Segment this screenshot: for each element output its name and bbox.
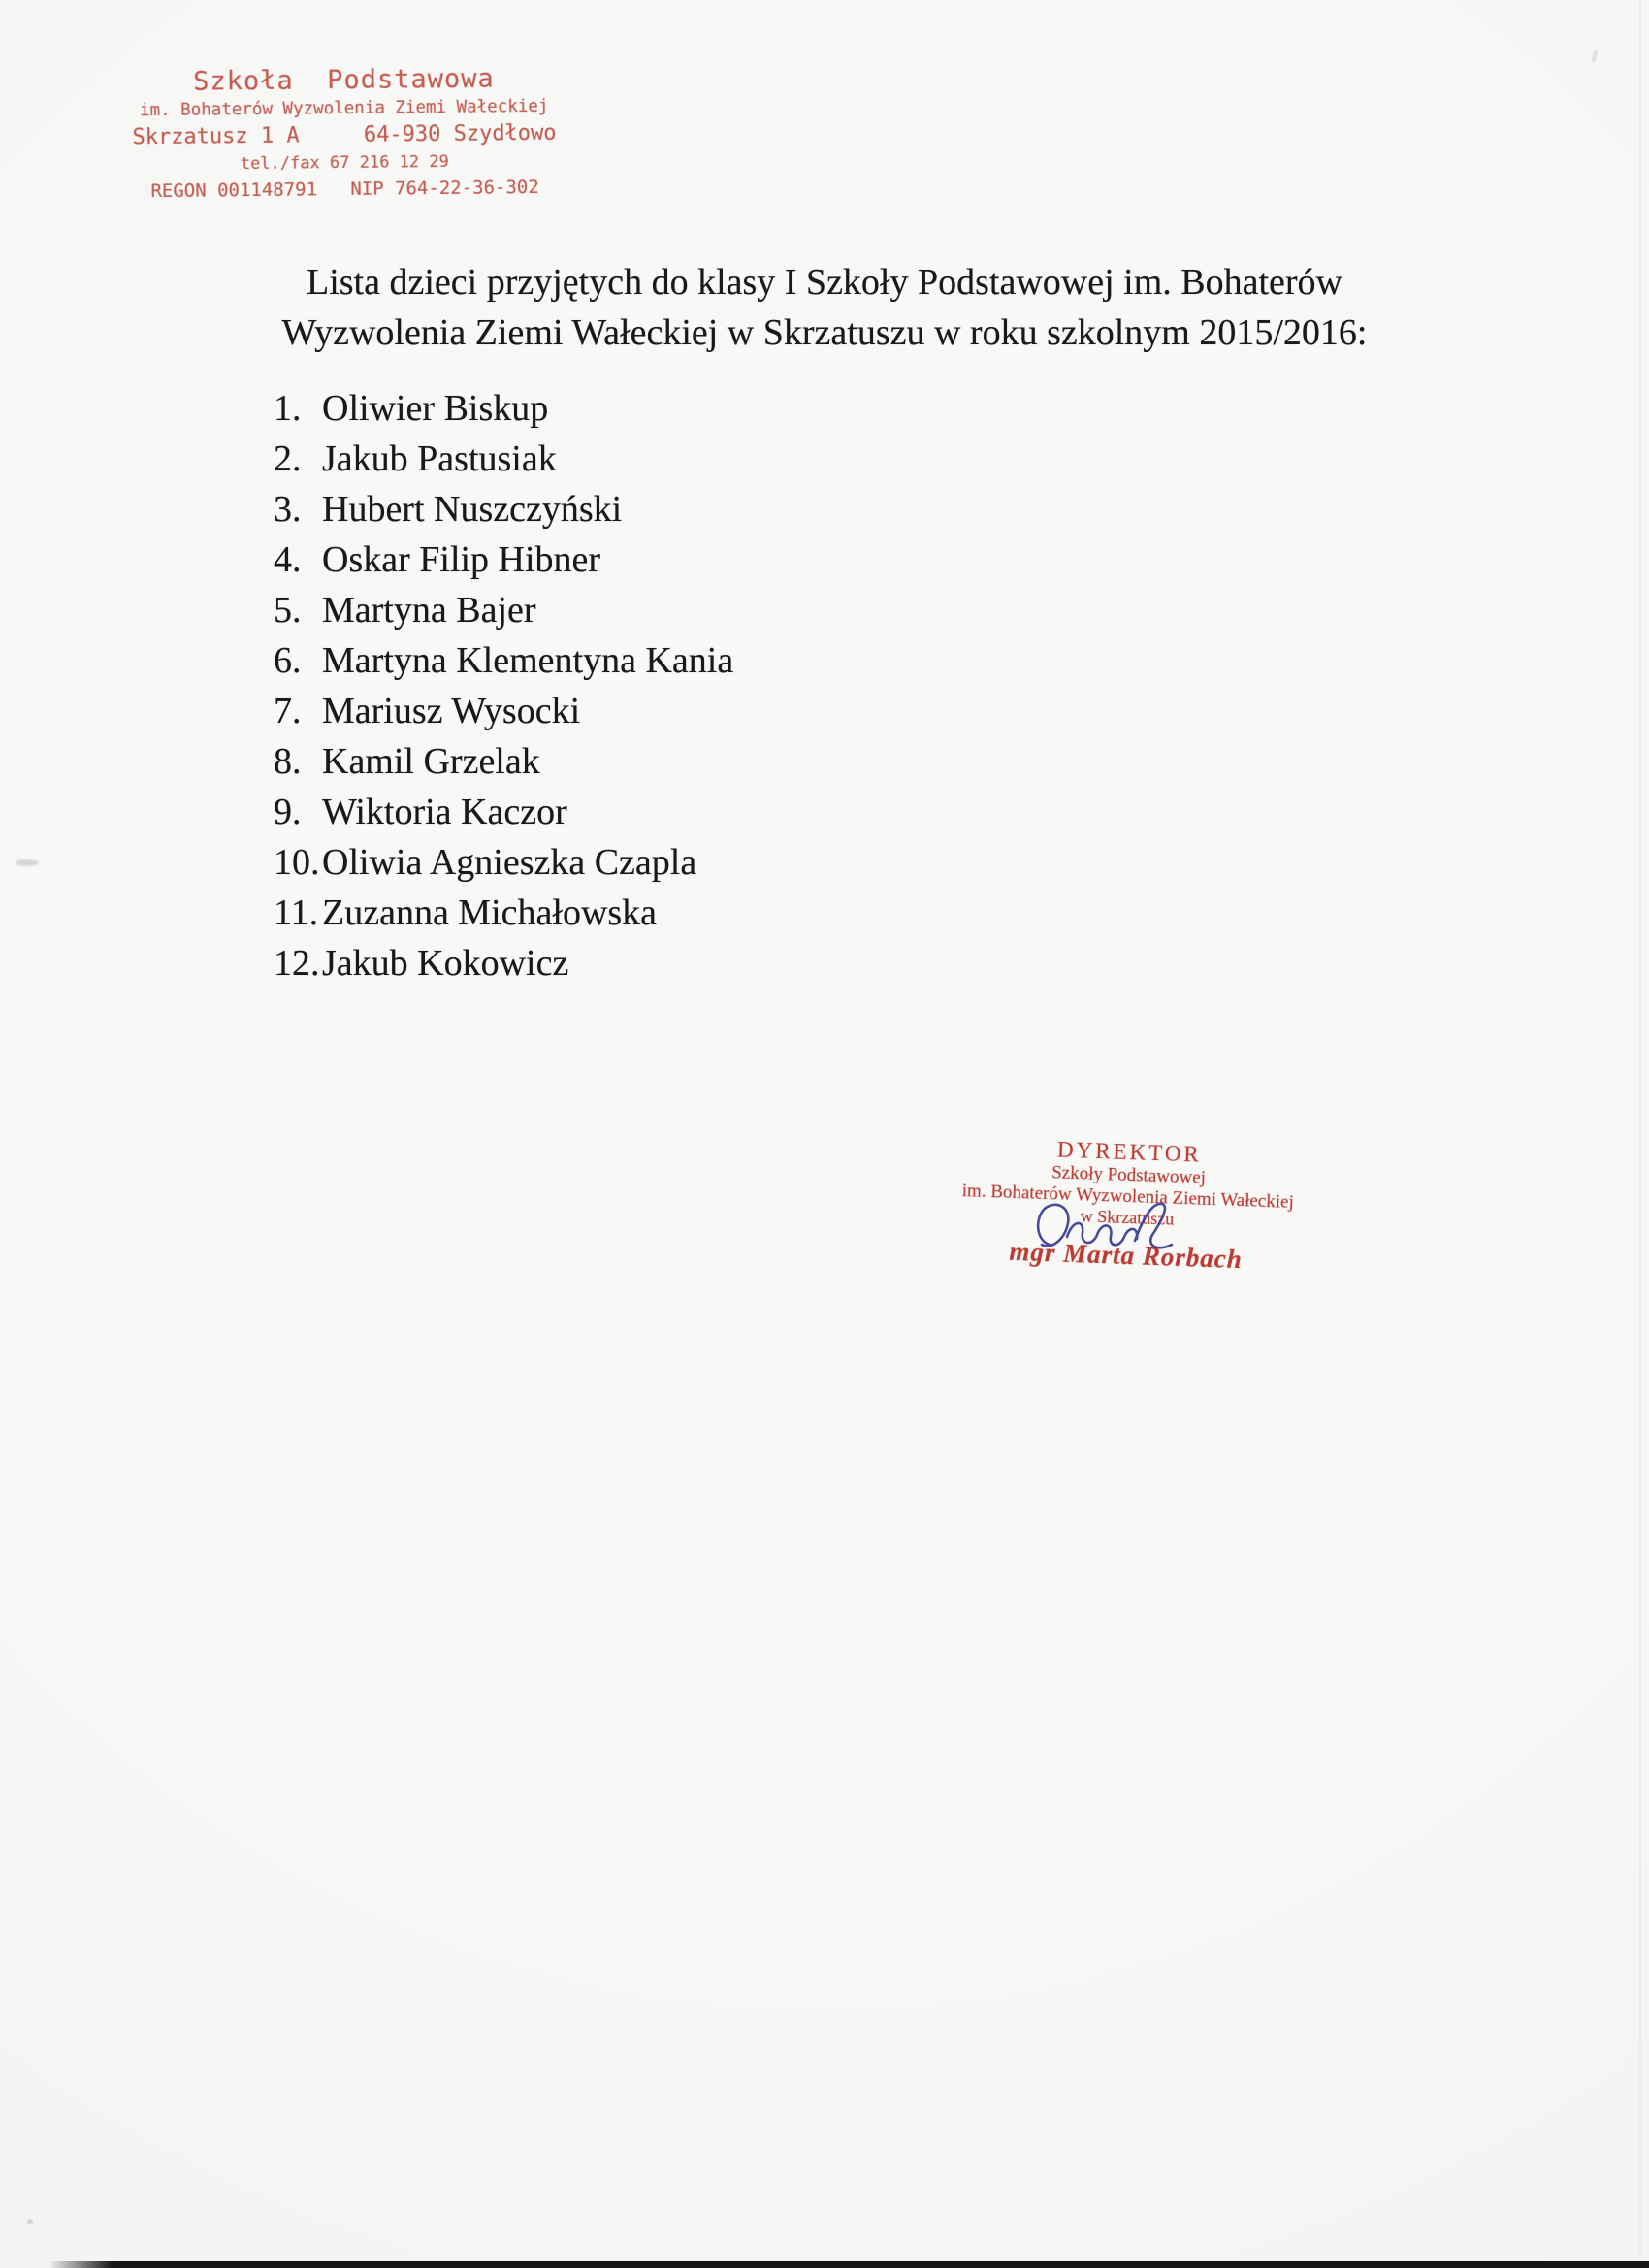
list-item-name: Oliwia Agnieszka Czapla [322, 842, 697, 883]
list-item [274, 787, 733, 837]
list-item-number: 5. [274, 590, 302, 631]
scan-edge-line [1639, 0, 1641, 2268]
list-item-number: 2. [274, 438, 302, 479]
list-item-name: Martyna Klementyna Kania [322, 640, 734, 681]
list-item-number: 1. [274, 388, 302, 429]
school-stamp-name: Szkoła Podstawowa [192, 63, 495, 97]
director-stamp-title: DYREKTOR [1056, 1137, 1203, 1167]
list-item-name: Jakub Kokowicz [322, 943, 569, 984]
school-stamp-patron: im. Bohaterów Wyzwolenia Ziemi Wałeckiej [139, 96, 549, 121]
director-stamp-line3: im. Bohaterów Wyzwolenia Ziemi Wałeckiej [961, 1181, 1295, 1213]
scan-smudge [16, 859, 39, 866]
list-item [274, 736, 733, 787]
director-stamp-signer: mgr Marta Rorbach [1008, 1236, 1244, 1275]
list-item [274, 635, 733, 686]
list-item-name: Jakub Pastusiak [322, 438, 557, 479]
list-item-name: Oliwier Biskup [322, 388, 549, 429]
list-item [274, 383, 733, 434]
list-item [274, 888, 733, 938]
list-item-number: 11. [274, 892, 319, 933]
list-item-name: Wiktoria Kaczor [322, 792, 567, 832]
list-item-number: 3. [274, 489, 302, 530]
school-stamp-address: Skrzatusz 1 A 64-930 Szydłowo [132, 120, 557, 150]
list-item [274, 434, 733, 484]
director-stamp-line2: Szkoły Podstawowej [1051, 1162, 1207, 1188]
scan-edge-bar [48, 2261, 1649, 2268]
signature-scribble [1028, 1196, 1212, 1258]
list-item [274, 837, 733, 888]
list-item [274, 686, 733, 736]
school-stamp-ids: REGON 001148791 NIP 764-22-36-302 [150, 176, 539, 203]
list-item-name: Hubert Nuszczyński [322, 489, 623, 530]
school-stamp-phone: tel./fax 67 216 12 29 [240, 151, 449, 175]
list-item-name: Zuzanna Michałowska [322, 892, 658, 933]
list-item [274, 938, 733, 988]
page-title [146, 257, 1504, 358]
director-stamp-line4: w Skrzatuszu [1080, 1206, 1175, 1229]
scan-dot [27, 2219, 33, 2224]
list-item-name: Oskar Filip Hibner [322, 539, 601, 580]
list-item-number: 10. [274, 842, 320, 883]
list-item-number: 8. [274, 741, 302, 782]
list-item [274, 585, 733, 635]
page-title-line2: Wyzwolenia Ziemi Wałeckiej w Skrzatuszu w roku szkolnym 2015/2016: [281, 312, 1368, 353]
list-item [274, 535, 733, 585]
list-item-number: 4. [274, 539, 302, 580]
list-item-number: 7. [274, 691, 302, 731]
list-item-number: 6. [274, 640, 302, 681]
list-item-number: 9. [274, 792, 302, 832]
scan-tick [1592, 50, 1599, 63]
student-list [274, 383, 733, 988]
list-item-name: Kamil Grzelak [322, 741, 540, 782]
list-item-number: 12. [274, 943, 320, 984]
page-title-line1: Lista dzieci przyjętych do klasy I Szkoły Podstawowej im. Bohaterów [307, 262, 1342, 303]
list-item-name: Mariusz Wysocki [322, 691, 581, 731]
school-stamp [96, 61, 592, 204]
list-item [274, 484, 733, 535]
list-item-name: Martyna Bajer [322, 590, 536, 631]
